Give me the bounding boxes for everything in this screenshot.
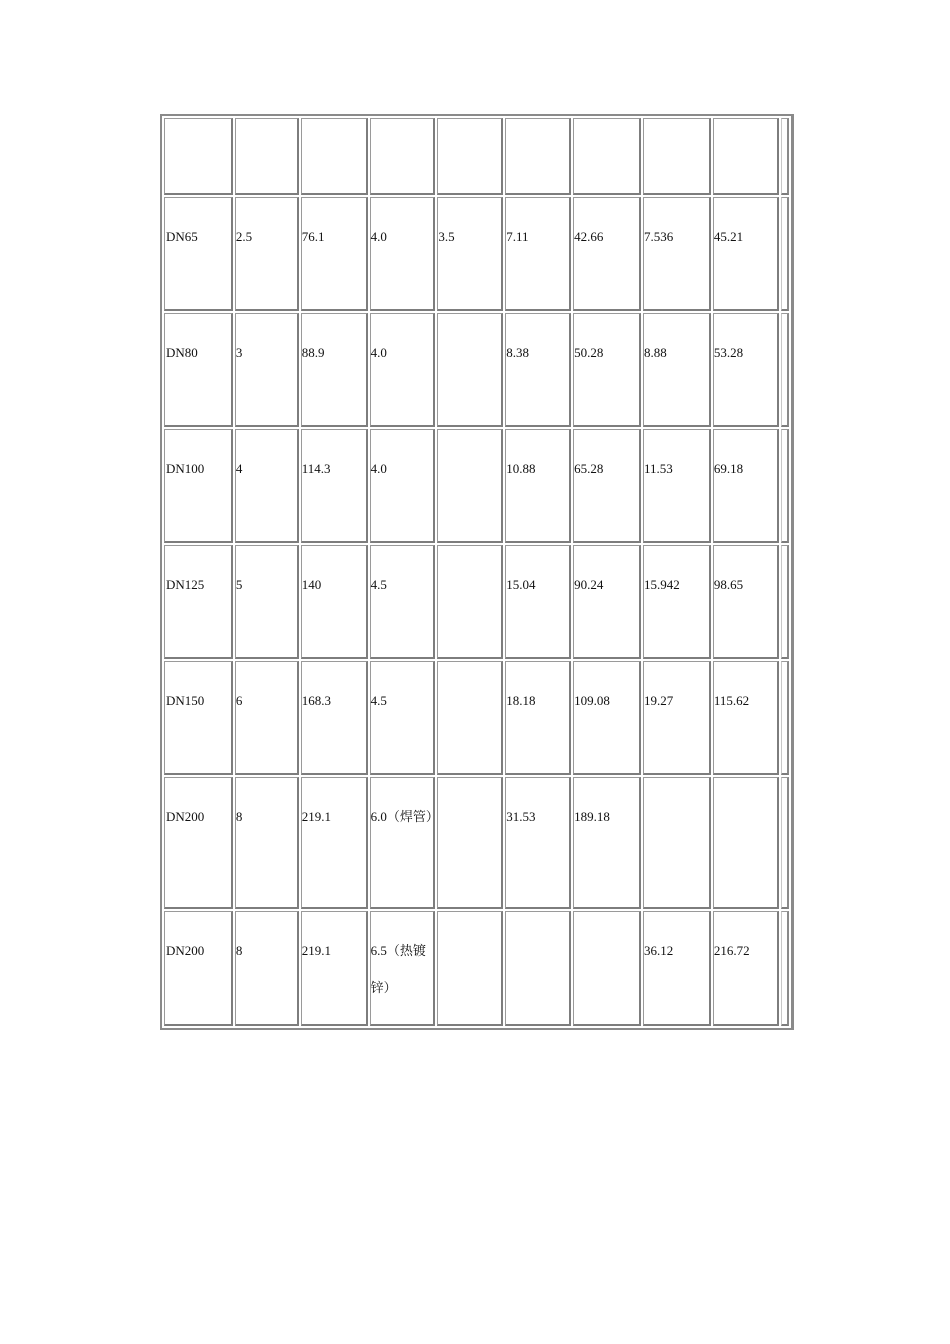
header-cell — [164, 118, 233, 195]
table-row — [164, 777, 789, 909]
header-cell — [437, 118, 503, 195]
table-cell: 42.66 — [573, 197, 641, 311]
table-cell: DN80 — [164, 313, 233, 427]
table-body — [164, 118, 789, 1026]
header-cell — [643, 118, 711, 195]
table-cell: 4.0 — [370, 313, 436, 427]
table-row — [164, 911, 789, 1026]
table-cell: 5 — [235, 545, 299, 659]
table-cell — [437, 661, 503, 775]
pipe-spec-table — [160, 114, 794, 1030]
table-cell: 19.27 — [643, 661, 711, 775]
table-cell: 8.38 — [505, 313, 571, 427]
table-cell: 219.1 — [301, 911, 368, 1026]
table-cell: 4.0 — [370, 429, 436, 543]
table-cell: 4.0 — [370, 197, 436, 311]
table-cell: 6.5（热镀锌） — [370, 911, 436, 1026]
header-cell — [235, 118, 299, 195]
table-cell: 109.08 — [573, 661, 641, 775]
table-cell: 69.18 — [713, 429, 779, 543]
table-cell — [505, 911, 571, 1026]
header-cell — [301, 118, 368, 195]
table-cell: 3.5 — [437, 197, 503, 311]
table-cell: 50.28 — [573, 313, 641, 427]
table-cell: 31.53 — [505, 777, 571, 909]
table-cell: 7.536 — [643, 197, 711, 311]
table-cell: 18.18 — [505, 661, 571, 775]
table-row — [164, 429, 789, 543]
table-cell: 114.3 — [301, 429, 368, 543]
table-cell — [781, 197, 789, 311]
table-cell: 6 — [235, 661, 299, 775]
table-cell: 7.11 — [505, 197, 571, 311]
table-cell: DN200 — [164, 777, 233, 909]
header-cell — [505, 118, 571, 195]
table-cell: 3 — [235, 313, 299, 427]
table-header-row — [164, 118, 789, 195]
table-cell: 76.1 — [301, 197, 368, 311]
table-cell: 65.28 — [573, 429, 641, 543]
table-cell — [437, 429, 503, 543]
table-cell: 90.24 — [573, 545, 641, 659]
table-cell: 140 — [301, 545, 368, 659]
table-cell: 6.0（焊管） — [370, 777, 436, 909]
table-cell: 4.5 — [370, 545, 436, 659]
table-cell — [781, 545, 789, 659]
table-cell: 45.21 — [713, 197, 779, 311]
table-cell: DN65 — [164, 197, 233, 311]
table-cell: DN100 — [164, 429, 233, 543]
header-cell — [781, 118, 789, 195]
table-cell: 8 — [235, 777, 299, 909]
table-cell: 8 — [235, 911, 299, 1026]
table-cell: 2.5 — [235, 197, 299, 311]
table-cell: 98.65 — [713, 545, 779, 659]
table-cell: 168.3 — [301, 661, 368, 775]
table-cell: 8.88 — [643, 313, 711, 427]
table-cell: 115.62 — [713, 661, 779, 775]
header-cell — [370, 118, 436, 195]
table-cell: 15.942 — [643, 545, 711, 659]
table-row — [164, 313, 789, 427]
table-cell — [781, 313, 789, 427]
table-cell — [437, 777, 503, 909]
table-cell: DN200 — [164, 911, 233, 1026]
header-cell — [573, 118, 641, 195]
table-cell — [781, 661, 789, 775]
table-cell — [643, 777, 711, 909]
table-cell: 11.53 — [643, 429, 711, 543]
table-cell — [781, 429, 789, 543]
table-cell: 189.18 — [573, 777, 641, 909]
table-cell — [713, 777, 779, 909]
table-cell: 4.5 — [370, 661, 436, 775]
table-row — [164, 197, 789, 311]
table-cell: 219.1 — [301, 777, 368, 909]
table-cell: 36.12 — [643, 911, 711, 1026]
table-cell — [781, 777, 789, 909]
header-cell — [713, 118, 779, 195]
table-row — [164, 661, 789, 775]
table-cell — [437, 545, 503, 659]
table-cell — [781, 911, 789, 1026]
table-cell: 216.72 — [713, 911, 779, 1026]
table-cell: DN150 — [164, 661, 233, 775]
table-cell — [437, 313, 503, 427]
table-cell: 88.9 — [301, 313, 368, 427]
table-cell: 10.88 — [505, 429, 571, 543]
table-cell — [573, 911, 641, 1026]
table-cell: 53.28 — [713, 313, 779, 427]
table-row — [164, 545, 789, 659]
table-cell: 15.04 — [505, 545, 571, 659]
table-cell: DN125 — [164, 545, 233, 659]
table-cell: 4 — [235, 429, 299, 543]
table-cell — [437, 911, 503, 1026]
